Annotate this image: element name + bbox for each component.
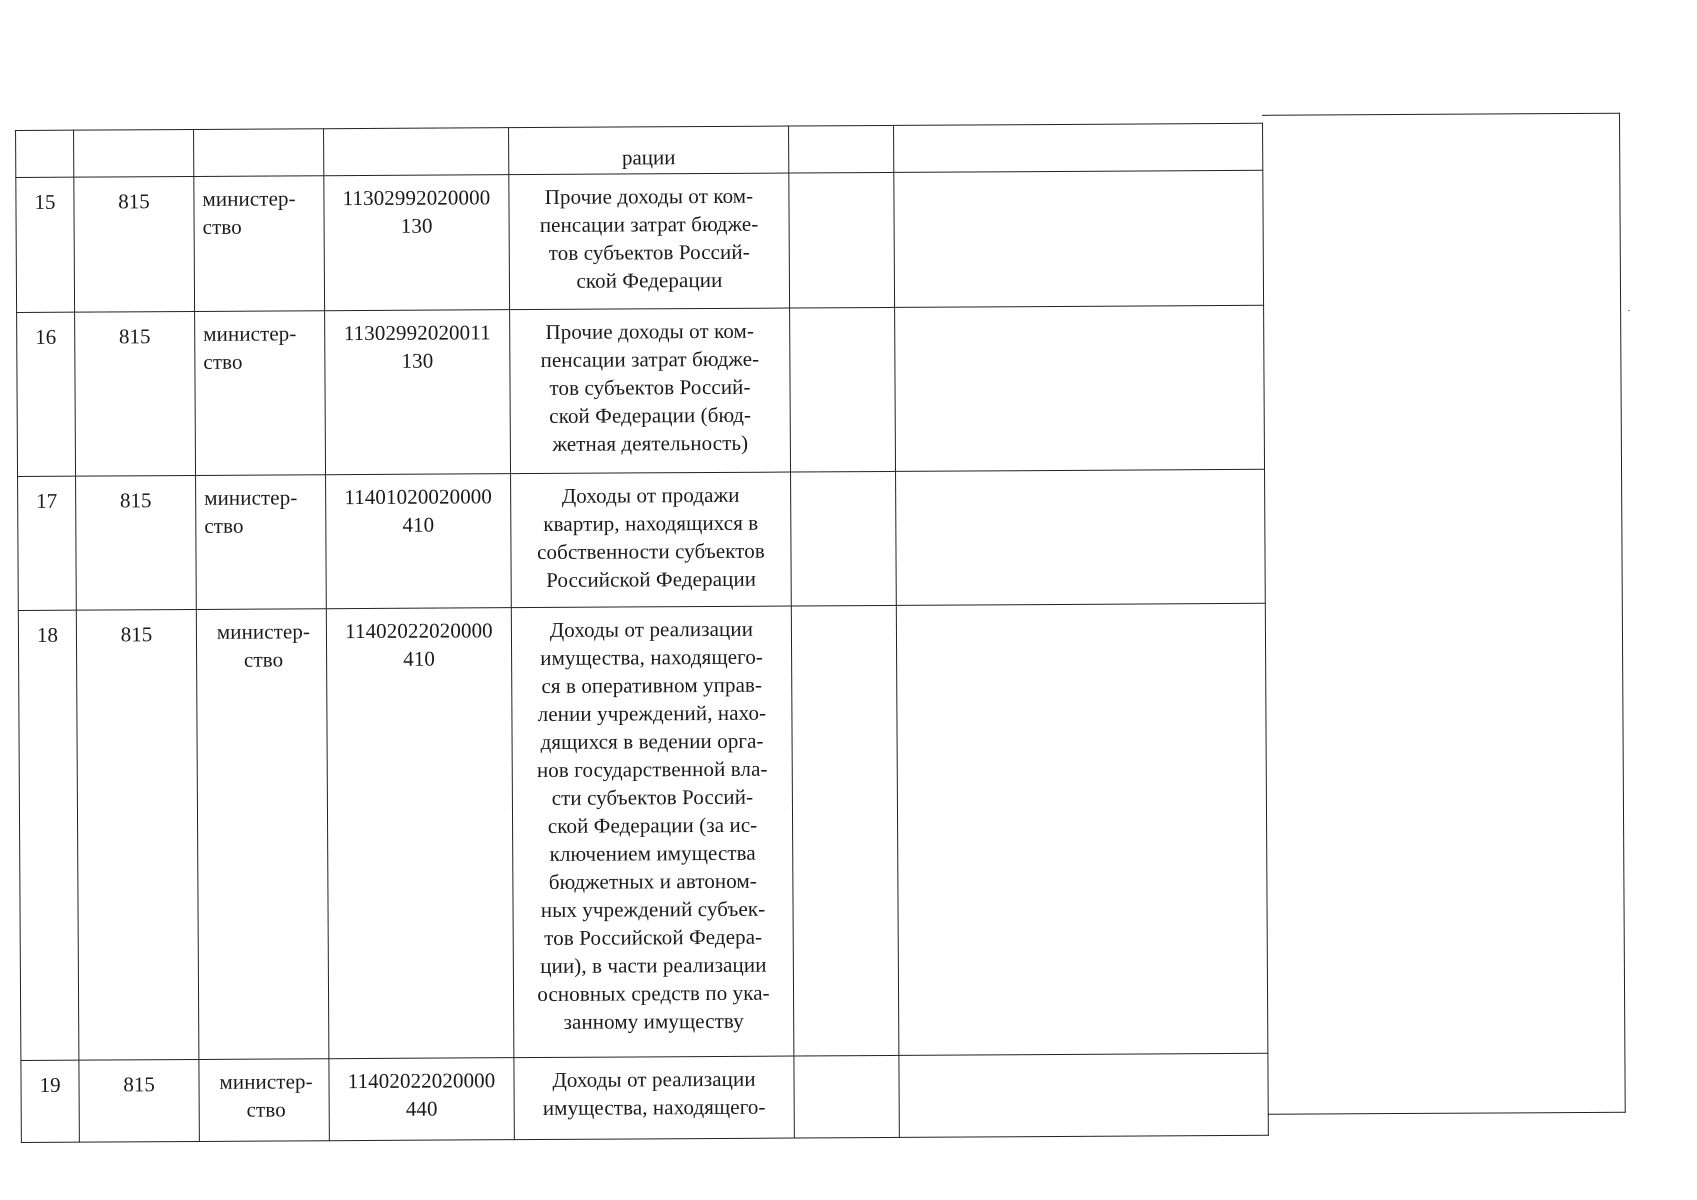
cell-extra-1: [789, 125, 894, 173]
cell-extra-2: [895, 305, 1265, 471]
budget-code: [329, 1058, 514, 1141]
cell-extra-2: [896, 603, 1268, 1055]
table-row-continuation: [16, 123, 1263, 177]
revenue-codes-table: [15, 123, 1269, 1143]
cell-extra-1: [789, 172, 895, 308]
organization-text: министер- ство: [219, 1069, 313, 1122]
revenue-name: [511, 606, 794, 1058]
cell-extra-2: [894, 123, 1263, 172]
outer-frame-column: [1262, 113, 1626, 1115]
table-row: [18, 469, 1266, 610]
cell-extra-1: [790, 307, 896, 472]
table-scan-area: [15, 113, 1626, 1142]
cell-extra-1: [791, 471, 897, 606]
cell-extra-2: [899, 1053, 1268, 1137]
budget-code-text: 11302992020000 130: [342, 185, 491, 238]
cell-kbk: [324, 128, 509, 176]
budget-code-text: 11402022020000 440: [347, 1068, 496, 1121]
revenue-name: [510, 308, 791, 474]
cell-extra-1: [791, 605, 899, 1056]
admin-code: 815: [76, 475, 197, 610]
table-row: [17, 305, 1265, 476]
cell-extra-1: [794, 1055, 899, 1138]
revenue-name-text: Доходы от реализации имущества, находящего- ся в оперативном управ- лении учреждений, нахо- дящихся в ведении орга- нов государственной вла- сти субъектов Россий- ской Федерации (за ис- ключением имущества бюджетных и автоном- ных учреждений субъек- тов Российской Федера- ции), в части реализации основных средств по ука- занному имуществу: [536, 616, 770, 1034]
cell-org: [194, 129, 324, 177]
revenue-name: [511, 472, 792, 608]
organization-text: министер- ство: [203, 321, 297, 374]
table-row: [21, 1053, 1268, 1142]
row-number: 19: [21, 1060, 79, 1142]
table-row: [18, 603, 1268, 1060]
budget-code: [326, 608, 514, 1059]
admin-code: 815: [79, 1059, 199, 1142]
organization: [195, 311, 326, 476]
organization: [196, 609, 329, 1060]
organization-text: министер- ство: [204, 485, 298, 538]
revenue-name-text: Прочие доходы от ком- пенсации затрат бюдже- тов субъектов Россий- ской Федерации: [539, 183, 759, 293]
organization: [199, 1059, 329, 1142]
row-number: 17: [18, 476, 77, 610]
revenue-name: [514, 1056, 794, 1140]
budget-code: [324, 175, 510, 311]
cell-extra-2: [896, 469, 1266, 605]
scan-speck: [1628, 310, 1630, 311]
revenue-name: [509, 173, 790, 310]
budget-code-text: 11401020020000 410: [344, 484, 493, 537]
budget-code-text: 11402022020000 410: [345, 618, 493, 671]
organization: [196, 475, 327, 610]
admin-code: 815: [75, 311, 196, 476]
table-row: [16, 170, 1264, 312]
budget-code-text: 11302992020011 130: [343, 320, 491, 373]
continuation-text: рации: [621, 145, 676, 170]
row-number: 15: [16, 177, 75, 312]
cell-num: [16, 130, 74, 177]
admin-code: 815: [76, 609, 199, 1060]
organization-text: министер- ство: [216, 619, 311, 672]
admin-code: 815: [74, 176, 195, 312]
cell-name: [509, 126, 789, 175]
budget-code: [326, 474, 512, 609]
revenue-name-text: Доходы от продажи квартир, находящихся в собственности субъектов Российской Федерации: [537, 482, 765, 592]
cell-extra-2: [894, 170, 1264, 307]
cell-admin-code: [74, 129, 194, 177]
row-number: 16: [17, 312, 76, 476]
organization: [194, 176, 325, 312]
revenue-name-text: Прочие доходы от ком- пенсации затрат бюдже- тов субъектов Россий- ской Федерации (бюд- жетная деятельность): [540, 318, 760, 456]
budget-code: [325, 310, 511, 475]
revenue-name-text: Доходы от реализации имущества, находящего-: [542, 1066, 766, 1120]
organization-text: министер- ство: [202, 186, 296, 239]
row-number: 18: [18, 610, 79, 1060]
